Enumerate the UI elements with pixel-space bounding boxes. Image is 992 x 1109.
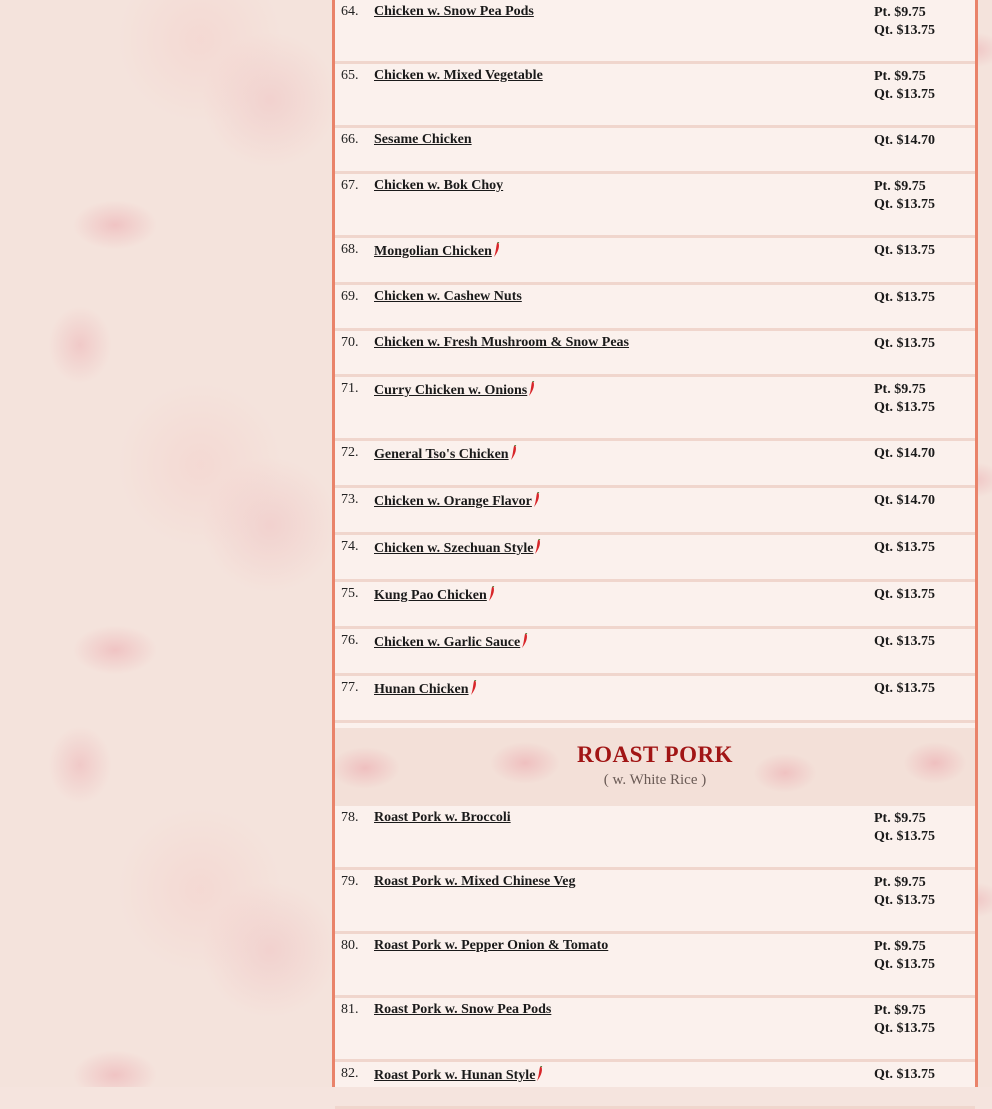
chili-pepper-icon — [488, 586, 495, 601]
chili-pepper-icon — [470, 680, 477, 695]
item-name-label: Hunan Chicken — [374, 682, 469, 697]
item-name-label: Chicken w. Mixed Vegetable — [374, 68, 543, 83]
item-prices — [874, 4, 935, 40]
item-number: 81. — [341, 1002, 359, 1017]
item-prices — [874, 68, 935, 104]
item-number: 71. — [341, 381, 359, 396]
item-number: 72. — [341, 445, 359, 460]
menu-item-row — [335, 0, 975, 64]
menu-item-row — [335, 174, 975, 238]
item-name-label: Chicken w. Snow Pea Pods — [374, 4, 534, 19]
price-label: Qt. $13.75 — [874, 290, 936, 305]
item-name-label: Chicken w. Cashew Nuts — [374, 289, 522, 304]
menu-item-row — [335, 1062, 975, 1109]
item-name-label: Mongolian Chicken — [374, 244, 492, 259]
price-label: Qt. $13.75 — [874, 1021, 936, 1036]
price-label: Qt. $13.75 — [874, 829, 936, 844]
item-name-link[interactable] — [374, 1002, 551, 1018]
menu-item-row — [335, 441, 975, 488]
menu-item-row — [335, 285, 975, 331]
price-label: Pt. $9.75 — [874, 939, 926, 954]
item-number: 65. — [341, 68, 359, 83]
item-prices — [874, 1066, 935, 1084]
item-number: 76. — [341, 633, 359, 648]
item-name-label: Chicken w. Orange Flavor — [374, 494, 532, 509]
item-number: 82. — [341, 1066, 359, 1081]
item-prices — [874, 381, 935, 417]
item-name-label: Chicken w. Garlic Sauce — [374, 635, 521, 650]
item-prices — [874, 178, 935, 214]
menu-item-row — [335, 870, 975, 934]
item-name-label: Chicken w. Fresh Mushroom & Snow Peas — [374, 335, 630, 350]
item-prices — [874, 492, 935, 510]
chili-pepper-icon — [528, 381, 535, 396]
menu-item-row — [335, 377, 975, 441]
section-header-roast-pork — [335, 728, 975, 806]
item-prices — [874, 132, 935, 150]
item-number: 66. — [341, 132, 359, 147]
menu-item-row — [335, 676, 975, 723]
menu-item-row — [335, 331, 975, 377]
item-number: 80. — [341, 938, 359, 953]
price-label: Pt. $9.75 — [874, 5, 926, 20]
item-name-label: Chicken w. Szechuan Style — [374, 541, 534, 556]
chili-pepper-icon — [533, 492, 540, 507]
item-prices — [874, 586, 935, 604]
item-name-link[interactable] — [374, 938, 608, 954]
item-name-link[interactable] — [374, 335, 629, 351]
item-number: 69. — [341, 289, 359, 304]
item-prices — [874, 539, 935, 557]
chili-pepper-icon — [536, 1066, 543, 1081]
item-number: 77. — [341, 680, 359, 695]
price-label: Pt. $9.75 — [874, 1003, 926, 1018]
price-label: Pt. $9.75 — [874, 811, 926, 826]
item-prices — [874, 810, 935, 846]
price-label: Qt. $14.70 — [874, 493, 936, 508]
item-prices — [874, 242, 935, 260]
price-label: Pt. $9.75 — [874, 69, 926, 84]
item-name-label: Chicken w. Bok Choy — [374, 178, 504, 193]
price-label: Qt. $13.75 — [874, 634, 936, 649]
price-label: Qt. $13.75 — [874, 23, 936, 38]
price-label: Pt. $9.75 — [874, 179, 926, 194]
menu-item-row — [335, 582, 975, 629]
item-name-link[interactable] — [374, 633, 528, 651]
item-name-label: Roast Pork w. Snow Pea Pods — [374, 1002, 552, 1017]
chili-pepper-icon — [493, 242, 500, 257]
item-name-label: Roast Pork w. Broccoli — [374, 810, 511, 825]
menu-item-row — [335, 488, 975, 535]
item-number: 67. — [341, 178, 359, 193]
price-label: Pt. $9.75 — [874, 875, 926, 890]
price-label: Qt. $13.75 — [874, 1067, 936, 1082]
item-number: 78. — [341, 810, 359, 825]
item-name-link[interactable] — [374, 4, 534, 20]
price-label: Qt. $13.75 — [874, 87, 936, 102]
menu-item-row — [335, 934, 975, 998]
item-name-label: Roast Pork w. Pepper Onion & Tomato — [374, 938, 609, 953]
item-number: 74. — [341, 539, 359, 554]
menu-item-row — [335, 998, 975, 1062]
item-number: 64. — [341, 4, 359, 19]
item-number: 68. — [341, 242, 359, 257]
menu-item-row — [335, 806, 975, 870]
item-name-label: Roast Pork w. Hunan Style — [374, 1068, 536, 1083]
price-label: Qt. $13.75 — [874, 957, 936, 972]
item-name-link[interactable] — [374, 586, 495, 604]
item-name-link[interactable] — [374, 1066, 543, 1084]
price-label: Qt. $14.70 — [874, 446, 936, 461]
menu-item-row — [335, 629, 975, 676]
item-number: 75. — [341, 586, 359, 601]
chili-pepper-icon — [521, 633, 528, 648]
section-title: ROAST PORK — [576, 742, 734, 767]
item-name-link[interactable] — [374, 810, 511, 826]
item-prices — [874, 938, 935, 974]
item-name-link[interactable] — [374, 132, 472, 148]
item-prices — [874, 680, 935, 698]
item-name-link[interactable] — [374, 539, 541, 557]
item-number: 79. — [341, 874, 359, 889]
item-name-label: Kung Pao Chicken — [374, 588, 487, 603]
price-label: Qt. $13.75 — [874, 587, 936, 602]
item-name-link[interactable] — [374, 381, 535, 399]
menu-panel — [332, 0, 978, 1087]
price-label: Qt. $13.75 — [874, 336, 936, 351]
item-name-link[interactable] — [374, 289, 522, 305]
item-name-label: General Tso's Chicken — [374, 447, 509, 462]
price-label: Qt. $13.75 — [874, 540, 936, 555]
item-prices — [874, 289, 935, 307]
price-label: Qt. $13.75 — [874, 197, 936, 212]
price-label: Pt. $9.75 — [874, 382, 926, 397]
price-label: Qt. $13.75 — [874, 243, 936, 258]
item-name-link[interactable] — [374, 492, 540, 510]
item-prices — [874, 874, 935, 910]
menu-item-row — [335, 535, 975, 582]
item-name-link[interactable] — [374, 874, 575, 890]
chili-pepper-icon — [510, 445, 517, 460]
item-prices — [874, 335, 935, 353]
chili-pepper-icon — [534, 539, 541, 554]
price-label: Qt. $13.75 — [874, 893, 936, 908]
item-name-link[interactable] — [374, 242, 500, 260]
item-prices — [874, 633, 935, 651]
item-prices — [874, 445, 935, 463]
item-name-label: Sesame Chicken — [374, 132, 472, 147]
menu-item-row — [335, 64, 975, 128]
section-subtitle: ( w. White Rice ) — [603, 772, 707, 788]
item-name-label: Curry Chicken w. Onions — [374, 383, 528, 398]
item-name-link[interactable] — [374, 68, 543, 84]
item-name-link[interactable] — [374, 445, 517, 463]
item-name-label: Roast Pork w. Mixed Chinese Veg — [374, 874, 576, 889]
menu-item-row — [335, 128, 975, 174]
item-name-link[interactable] — [374, 178, 503, 194]
item-number: 70. — [341, 335, 359, 350]
item-number: 73. — [341, 492, 359, 507]
price-label: Qt. $13.75 — [874, 400, 936, 415]
item-prices — [874, 1002, 935, 1038]
item-name-link[interactable] — [374, 680, 477, 698]
price-label: Qt. $13.75 — [874, 681, 936, 696]
menu-item-row — [335, 238, 975, 285]
price-label: Qt. $14.70 — [874, 133, 936, 148]
